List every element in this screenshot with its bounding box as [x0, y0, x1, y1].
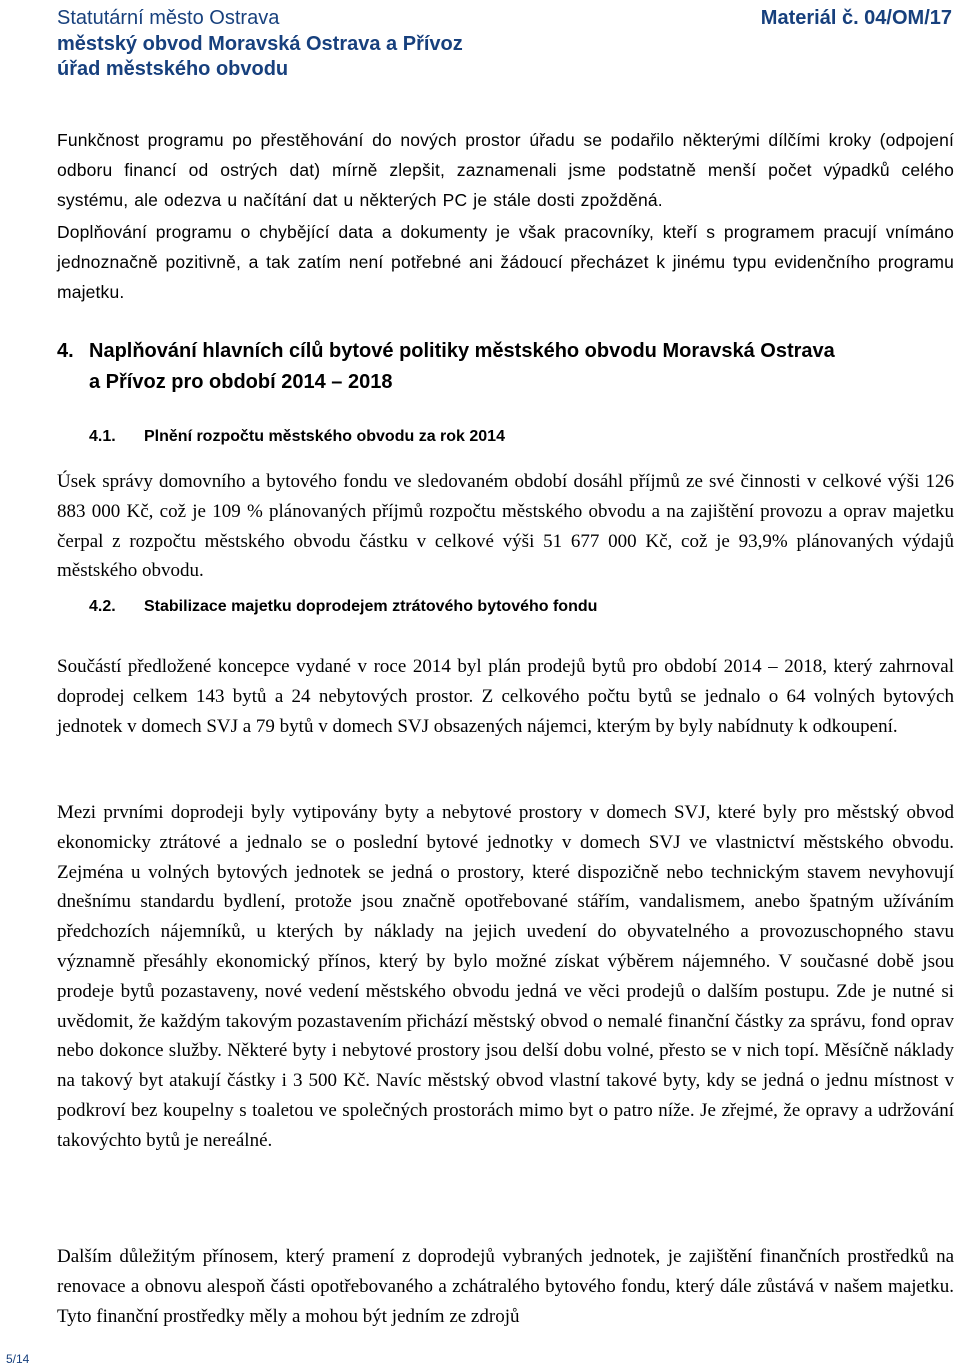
section-title-line2: a Přívoz pro období 2014 – 2018: [89, 371, 393, 393]
header-city: Statutární město Ostrava: [57, 7, 280, 29]
paragraph-program-data: Doplňování programu o chybějící data a dokumenty je však pracovníky, kteří s programem pracují vnímáno jednoznačně pozitivně, a tak zatím není potřebné ani žádoucí přecházet k jinému typu evidenčního programu majetku.: [57, 222, 954, 302]
subsection-heading-4-1: [89, 426, 505, 448]
subsection-title: Stabilizace majetku doprodejem ztrátového bytového fondu: [144, 598, 598, 615]
section-number: 4.: [57, 340, 74, 362]
paragraph-sales-plan: Součástí předložené koncepce vydané v roce 2014 byl plán prodejů bytů pro období 2014 – 2018, který zahrnoval doprodej celkem 143 bytů a 24 nebytových prostor. Z celkového počtu bytů se jednalo o 64 volných bytových jednotek v domech SVJ a 79 bytů v domech SVJ obsazených nájemci, kterým by byly nabídnuty k odkoupení.: [57, 656, 954, 737]
subsection-title: Plnění rozpočtu městského obvodu za rok 2014: [144, 428, 505, 445]
paragraph-financial-benefit: Dalším důležitým přínosem, který pramení z doprodejů vybraných jednotek, je zajištění finančních prostředků na renovace a obnovu alespoň části opotřebovaného a zchátralého bytového fondu, který dále zůstává v našem majetku. Tyto finanční prostředky měly a mohou být jedním ze zdrojů: [57, 1246, 954, 1327]
subsection-number: 4.1.: [89, 428, 116, 445]
section-title-line1: Naplňování hlavních cílů bytové politiky městského obvodu Moravská Ostrava: [89, 340, 835, 362]
paragraph-program-functionality: Funkčnost programu po přestěhování do nových prostor úřadu se podařilo některými dílčími kroky (odpojení odboru financí od ostrých dat) mírně zlepšit, zaznamenali jsme podstatně menší počet výpadků celého systému, ale odezva u načítání dat u některých PC je stále dosti zpožděná.: [57, 130, 954, 210]
paragraph-budget: Úsek správy domovního a bytového fondu ve sledovaném období dosáhl příjmů ze své činnosti v celkové výši 126 883 000 Kč, což je 109 % plánovaných příjmů rozpočtu městského obvodu a na zajištění provozu a oprav majetku čerpal z rozpočtu městského obvodu částku v celkové výši 51 677 000 Kč, což je 93,9% plánovaných výdajů městského obvodu.: [57, 471, 954, 582]
material-number: Materiál č. 04/OM/17: [760, 7, 952, 29]
section-heading-4: [57, 336, 957, 398]
header-office: úřad městského obvodu: [57, 58, 289, 80]
subsection-heading-4-2: [89, 596, 597, 618]
page-number: 5/14: [6, 1352, 30, 1366]
subsection-number: 4.2.: [89, 598, 116, 615]
paragraph-sales-details: Mezi prvními doprodeji byly vytipovány byty a nebytové prostory v domech SVJ, které byly pro městský obvod ekonomicky ztrátové a jednalo se o poslední bytové jednotky v domech SVJ ve vlastnictví městského obvodu. Zejména u volných bytových jednotek se jedná o prostory, které dispozičně nebo technickým stavem nevyhovují dnešnímu standardu bydlení, protože jsou značně opotřebované stářím, vandalismem, anebo špatným užíváním předchozích nájemníků, u kterých by náklady na jejich uvedení do obyvatelného a provozuschopného stavu významně přesáhly ekonomický přínos, který by bylo možné získat výběrem nájemného. V současné době jsou prodeje bytů pozastaveny, nové vedení městského obvodu jedná ve věci prodejů o dalším postupu. Zde je nutné si uvědomit, že každým takovým pozastavením přichází městský obvod o nemalé finanční částky za správu, fond oprav nebo dokonce služby. Některé byty i nebytové prostory jsou delší dobu volné, přesto se v nich topí. Měsíčně náklady na takový byt atakují částky i 3 500 Kč. Navíc městský obvod vlastní takové byty, kdy se jedná o jednu místnost v podkroví bez koupelny s toaletou ve společných prostorách mimo byt o patro níže. Je zřejmé, že opravy a udržování takovýchto bytů je nereálné.: [57, 802, 954, 1151]
header-district: městský obvod Moravská Ostrava a Přívoz: [57, 33, 463, 55]
